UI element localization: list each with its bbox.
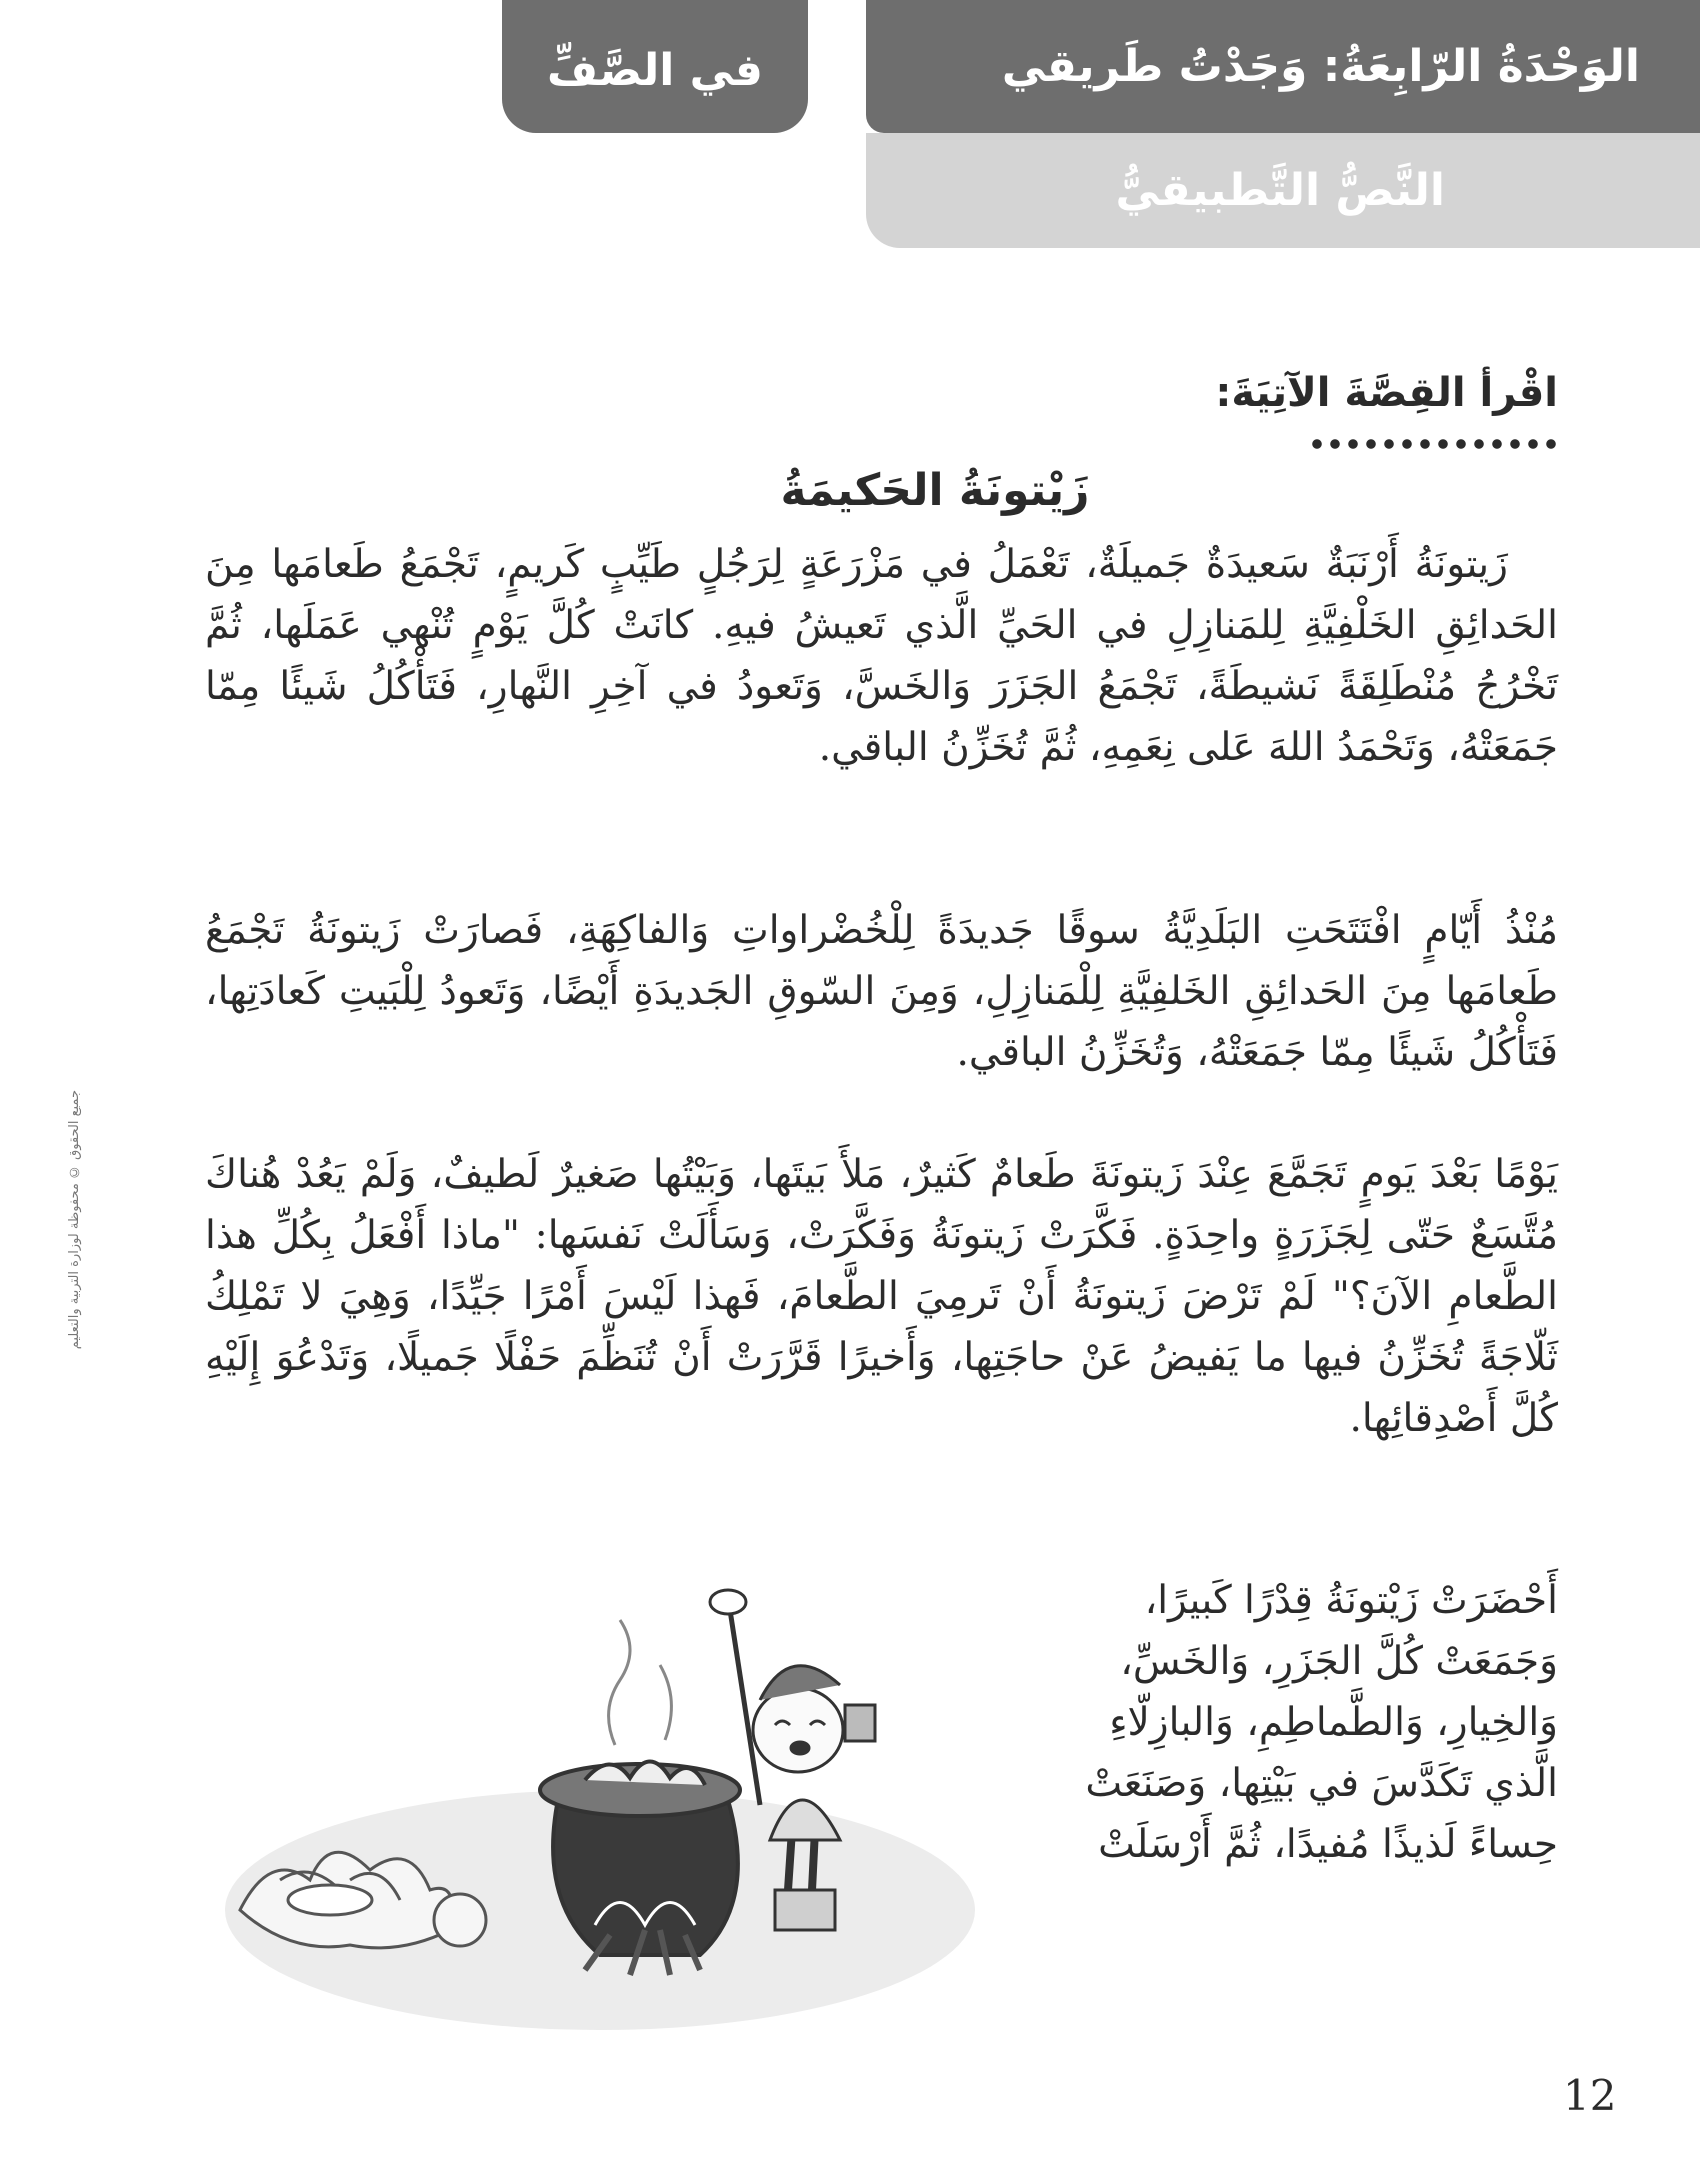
copyright-text: جميع الحقوق © محفوظة لوزارة التربية والتعليم xyxy=(66,1090,82,1350)
paragraph-text: يَوْمًا بَعْدَ يَومٍ تَجَمَّعَ عِنْدَ زَيتونَةَ طَعامٌ كَثيرٌ، مَلأَ بَيتَها، وَبَيْتُها صَغيرٌ لَطيفٌ، وَلَمْ يَعُدْ هُناكَ مُتَّسَعٌ حَتّى لِجَزَرَةٍ واحِدَةٍ. فَكَّرَتْ زَيتونَةُ وَفَكَّرَتْ، وَسَأَلَتْ نَفسَها: "ماذا أَفْعَلُ بِكُلِّ هذا الطَّعامِ الآنَ؟" لَمْ تَرْضَ زَيتونَةُ أَنْ تَرمِيَ الطَّعامَ، فَهذا لَيْسَ أَمْرًا جَيِّدًا، وَهِيَ لا تَمْلِكُ ثَلّاجَةً تُخَزِّنُ فيها ما يَفيضُ عَنْ حاجَتِها، وَأَخيرًا قَرَّرَتْ أَنْ تُنَظِّمَ حَفْلًا جَميلًا، وَتَدْعُوَ إِلَيْهِ كُلَّ أَصْدِقائِها. xyxy=(205,1152,1558,1441)
story-paragraph-4 xyxy=(958,1570,1558,1875)
unit-header xyxy=(866,0,1700,248)
section-title: النَّصُّ التَّطبيقيُّ xyxy=(866,133,1700,248)
paragraph-text: زَيتونَةُ أَرْنَبَةٌ سَعيدَةٌ جَميلَةٌ، تَعْمَلُ في مَزْرَعَةٍ لِرَجُلٍ طَيِّبٍ كَريمٍ، تَجْمَعُ طَعامَها مِنَ الحَدائِقِ الخَلْفِيَّةِ لِلمَنازِلِ في الحَيِّ الَّذي تَعيشُ فيهِ. كانَتْ كُلَّ يَوْمٍ تُنْهي عَمَلَها، ثُمَّ تَخْرُجُ مُنْطَلِقَةً نَشيطَةً، تَجْمَعُ الجَزَرَ وَالخَسَّ، وَتَعودُ في آخِرِ النَّهارِ، فَتَأْكُلُ شَيئًا مِمّا جَمَعَتْهُ، وَتَحْمَدُ اللهَ عَلى نِعَمِهِ، ثُمَّ تُخَزِّنُ الباقي. xyxy=(205,542,1558,770)
paragraph-line: أَحْضَرَتْ زَيْتونَةُ قِدْرًا كَبيرًا، xyxy=(1144,1578,1558,1623)
story-paragraph-2 xyxy=(205,900,1558,1083)
story-title: زَيْتونَةُ الحَكيمَةُ xyxy=(780,465,1090,516)
instruction: اقْرأ القِصَّةَ الآتِيَةَ: xyxy=(1215,370,1558,416)
copyright-side-note xyxy=(44,540,104,1900)
paragraph-line: وَالخِيارِ، وَالطَّماطِمِ، وَالبازِلّاءِ xyxy=(1109,1700,1558,1745)
paragraph-line: حِساءً لَذيذًا مُفيدًا، ثُمَّ أَرْسَلَتْ xyxy=(1098,1822,1558,1867)
unit-title: الوَحْدَةُ الرّابِعَةُ: وَجَدْتُ طَريقي xyxy=(866,0,1700,133)
class-tab: في الصَّفِّ xyxy=(502,0,808,133)
paragraph-text: مُنْذُ أَيّامٍ افْتَتَحَتِ البَلَدِيَّةُ سوقًا جَديدَةً لِلْخُضْراواتِ وَالفاكِهَةِ، فَصارَتْ زَيتونَةُ تَجْمَعُ طَعامَها مِنَ الحَدائِقِ الخَلفِيَّةِ لِلْمَنازِلِ، وَمِنَ السّوقِ الجَديدَةِ أَيْضًا، وَتَعودُ لِلْبَيتِ كَعادَتِها، فَتَأْكُلُ شَيئًا مِمّا جَمَعَتْهُ، وَتُخَزِّنُ الباقي. xyxy=(205,908,1558,1075)
rabbit-cooking-illustration xyxy=(200,1580,980,2040)
page-number: 12 xyxy=(1563,2071,1617,2120)
paragraph-line: وَجَمَعَتْ كُلَّ الجَزَرِ، وَالخَسِّ، xyxy=(1120,1639,1558,1684)
story-paragraph-1 xyxy=(205,534,1558,778)
story-paragraph-3 xyxy=(205,1144,1558,1449)
dotted-underline xyxy=(1308,437,1558,451)
paragraph-line: الَّذي تَكَدَّسَ في بَيْتِها، وَصَنَعَتْ xyxy=(1085,1761,1558,1806)
steam-icon xyxy=(609,1620,672,1745)
